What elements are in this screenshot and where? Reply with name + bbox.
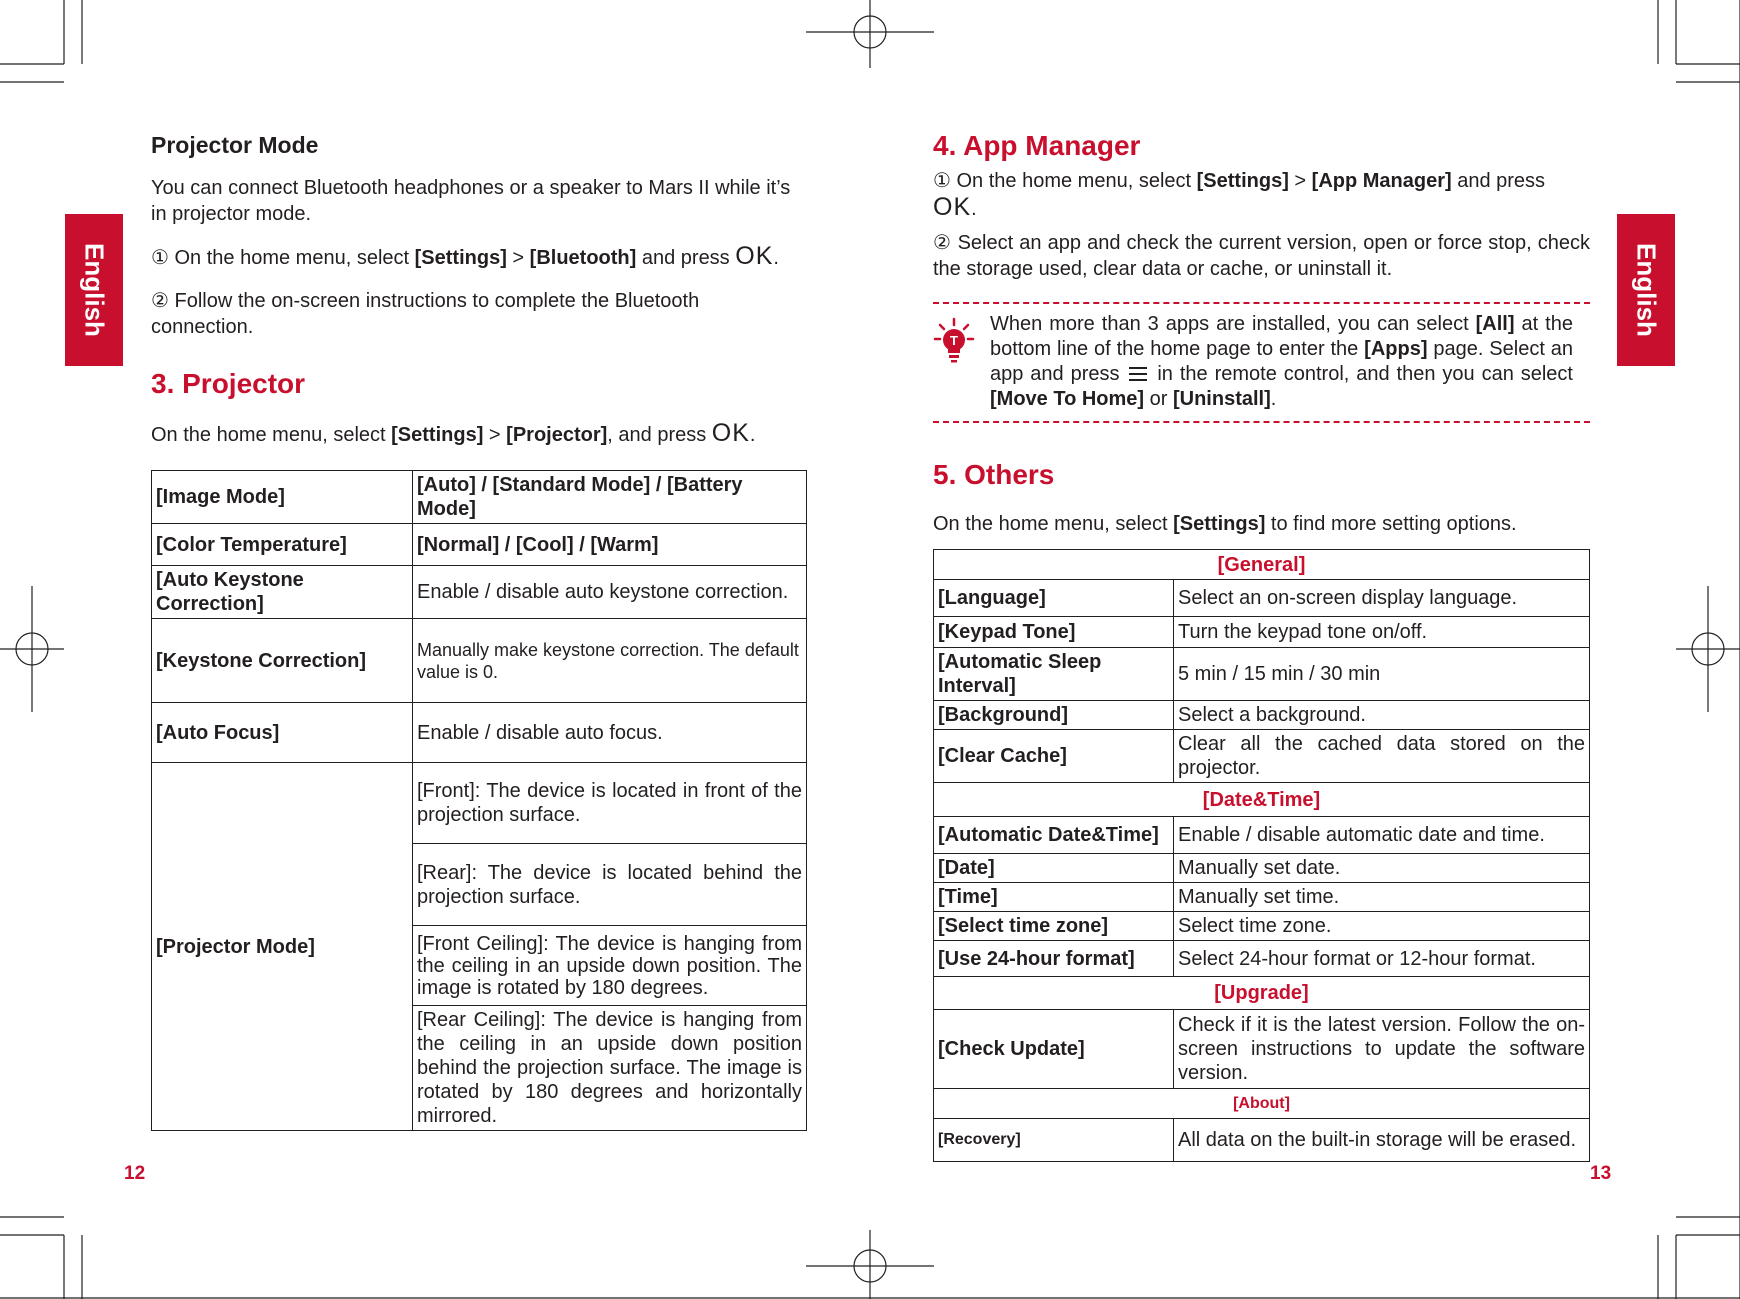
setting-value: Select a background. (1174, 701, 1590, 730)
ok-button-glyph: OK (933, 193, 972, 221)
menu-icon (1129, 367, 1147, 381)
separator: > (483, 424, 507, 446)
settings-ref: [Settings] (1173, 513, 1266, 535)
left-page (151, 118, 807, 1131)
section-about: [About] (934, 1089, 1590, 1119)
move-to-home-ref: [Move To Home] (990, 388, 1145, 410)
instr-text: to find more setting options. (1265, 513, 1517, 535)
separator: > (1288, 170, 1312, 192)
setting-name: [Projector Mode] (152, 763, 413, 1131)
projector-instruction: On the home menu, select [Settings] > [Projector], and press OK. (151, 419, 756, 447)
setting-name: [Check Update] (934, 1010, 1174, 1089)
setting-name: [Language] (934, 580, 1174, 617)
uninstall-ref: [Uninstall] (1172, 388, 1271, 410)
setting-value: Manually make keystone correction. The default value is 0. (413, 619, 807, 703)
setting-value: Clear all the cached data stored on the projector. (1174, 730, 1590, 783)
others-instruction (933, 511, 1590, 537)
settings-ref: [Settings] (391, 424, 484, 446)
setting-name: [Background] (934, 701, 1174, 730)
step-text: and press (636, 247, 736, 269)
table-section-row (934, 783, 1590, 817)
table-row (934, 1119, 1590, 1162)
language-tab-right (1617, 214, 1675, 366)
setting-value: 5 min / 15 min / 30 min (1174, 648, 1590, 701)
step-text: and press (1451, 170, 1546, 192)
setting-value: [Normal] / [Cool] / [Warm] (413, 524, 807, 566)
projector-mode-title: Projector Mode (151, 132, 319, 158)
setting-name: [Keypad Tone] (934, 617, 1174, 648)
setting-value: Enable / disable automatic date and time. (1174, 817, 1590, 854)
setting-value: Manually set date. (1174, 854, 1590, 883)
tip-text-part: . (1270, 388, 1277, 410)
step-number: ② (151, 290, 169, 312)
projector-settings-table (151, 470, 807, 1131)
setting-name: [Use 24-hour format] (934, 941, 1174, 977)
table-row (152, 619, 807, 703)
table-row (934, 1010, 1590, 1089)
setting-value: Manually set time. (1174, 883, 1590, 912)
apps-ref: [Apps] (1364, 338, 1428, 360)
setting-name: [Auto Keystone Correction] (152, 566, 413, 619)
section-general: [General] (934, 550, 1590, 580)
setting-value: Select an on-screen display language. (1174, 580, 1590, 617)
projector-heading: 3. Projector (151, 368, 306, 399)
other-settings-table (933, 549, 1590, 1162)
table-row (934, 941, 1590, 977)
table-row (152, 471, 807, 524)
table-section-row (934, 1089, 1590, 1119)
setting-name: [Auto Focus] (152, 703, 413, 763)
tip-text-part: page. Select an app and press (990, 338, 1573, 385)
page-number-right: 13 (1590, 1163, 1612, 1184)
step-text: Follow the on-screen instructions to complete the Bluetooth connection. (151, 290, 700, 338)
step-number: ① (151, 247, 169, 269)
table-row (152, 703, 807, 763)
instr-text: , and press (607, 424, 712, 446)
setting-name: [Automatic Sleep Interval] (934, 648, 1174, 701)
bluetooth-step-1: ① On the home menu, select [Settings] > [Bluetooth] and press OK. (151, 242, 779, 270)
app-manager-ref: [App Manager] (1311, 170, 1452, 192)
table-row (152, 524, 807, 566)
right-page (933, 118, 1590, 1162)
table-row (934, 648, 1590, 701)
app-manager-step-2 (933, 230, 1590, 282)
app-manager-heading: 4. App Manager (933, 130, 1141, 161)
table-row (934, 854, 1590, 883)
mode-option-rear-ceiling: [Rear Ceiling]: The device is hanging from the ceiling in an upside down position behind the projection surface. The image is rotated by 180 degrees and horizontally mirrored. (413, 1006, 807, 1131)
setting-value: Enable / disable auto focus. (413, 703, 807, 763)
instr-text: On the home menu, select (151, 424, 392, 446)
setting-name: [Recovery] (934, 1119, 1174, 1162)
step-text: On the home menu, select (174, 247, 415, 269)
table-section-row (934, 550, 1590, 580)
setting-name: [Image Mode] (152, 471, 413, 524)
tip-text-part: When more than 3 apps are installed, you can select (990, 313, 1476, 335)
tip-text-part: at the bottom line of the home page to enter the (990, 313, 1573, 360)
setting-name: [Date] (934, 854, 1174, 883)
setting-value: Select 24-hour format or 12-hour format. (1174, 941, 1590, 977)
projector-mode-intro: You can connect Bluetooth headphones or a speaker to Mars II while it’s in projector mode. (151, 177, 791, 225)
setting-name: [Time] (934, 883, 1174, 912)
setting-value: Check if it is the latest version. Follow the on-screen instructions to update the software version. (1174, 1010, 1590, 1089)
others-heading: 5. Others (933, 459, 1055, 490)
ok-button-glyph: OK (711, 419, 750, 447)
table-row (152, 566, 807, 619)
setting-name: [Color Temperature] (152, 524, 413, 566)
mode-option-rear: [Rear]: The device is located behind the projection surface. (413, 844, 807, 926)
table-row (934, 730, 1590, 783)
table-row (934, 817, 1590, 854)
setting-name: [Automatic Date&Time] (934, 817, 1174, 854)
setting-value: Enable / disable auto keystone correction. (413, 566, 807, 619)
setting-value: [Auto] / [Standard Mode] / [Battery Mode] (413, 471, 807, 524)
tip-text (990, 312, 1573, 412)
setting-value: Turn the keypad tone on/off. (1174, 617, 1590, 648)
section-upgrade: [Upgrade] (934, 977, 1590, 1010)
separator: > (506, 247, 530, 269)
setting-value: Select time zone. (1174, 912, 1590, 941)
setting-name: [Select time zone] (934, 912, 1174, 941)
table-row (934, 617, 1590, 648)
step-number: ① (933, 170, 951, 192)
step-text: On the home menu, select (956, 170, 1197, 192)
tip-text-part: in the remote control, and then you can select (1150, 363, 1573, 385)
bluetooth-ref: [Bluetooth] (529, 247, 637, 269)
table-row (934, 912, 1590, 941)
language-tab-label: English (1631, 243, 1662, 337)
app-manager-step-1: ① On the home menu, select [Settings] > [App Manager] and press OK. (933, 170, 1546, 221)
setting-value: All data on the built-in storage will be erased. (1174, 1119, 1590, 1162)
language-tab-label: English (79, 243, 110, 337)
table-row (934, 883, 1590, 912)
bluetooth-step-2 (151, 288, 807, 340)
step-number: ② (933, 232, 952, 254)
setting-name: [Clear Cache] (934, 730, 1174, 783)
page-number-left: 12 (124, 1163, 146, 1184)
mode-option-front-ceiling: [Front Ceiling]: The device is hanging from the ceiling in an upside down position. The image is rotated by 180 degrees. (413, 926, 807, 1006)
tip-box (933, 302, 1590, 423)
settings-ref: [Settings] (414, 247, 507, 269)
instr-text: On the home menu, select (933, 513, 1174, 535)
table-row (152, 763, 807, 844)
table-section-row (934, 977, 1590, 1010)
tip-text-part: or (1144, 388, 1173, 410)
mode-option-front: [Front]: The device is located in front of the projection surface. (413, 763, 807, 844)
projector-ref: [Projector] (506, 424, 608, 446)
setting-name: [Keystone Correction] (152, 619, 413, 703)
all-ref: [All] (1475, 313, 1515, 335)
step-text: Select an app and check the current version, open or force stop, check the storage used, clear data or cache, or uninstall it. (933, 232, 1591, 280)
tip-icon-letter: T (950, 333, 958, 348)
language-tab-left (65, 214, 123, 366)
settings-ref: [Settings] (1196, 170, 1289, 192)
ok-button-glyph: OK (735, 242, 774, 270)
lightbulb-icon (933, 317, 977, 367)
table-row (934, 701, 1590, 730)
table-row (934, 580, 1590, 617)
section-date-time: [Date&Time] (934, 783, 1590, 817)
